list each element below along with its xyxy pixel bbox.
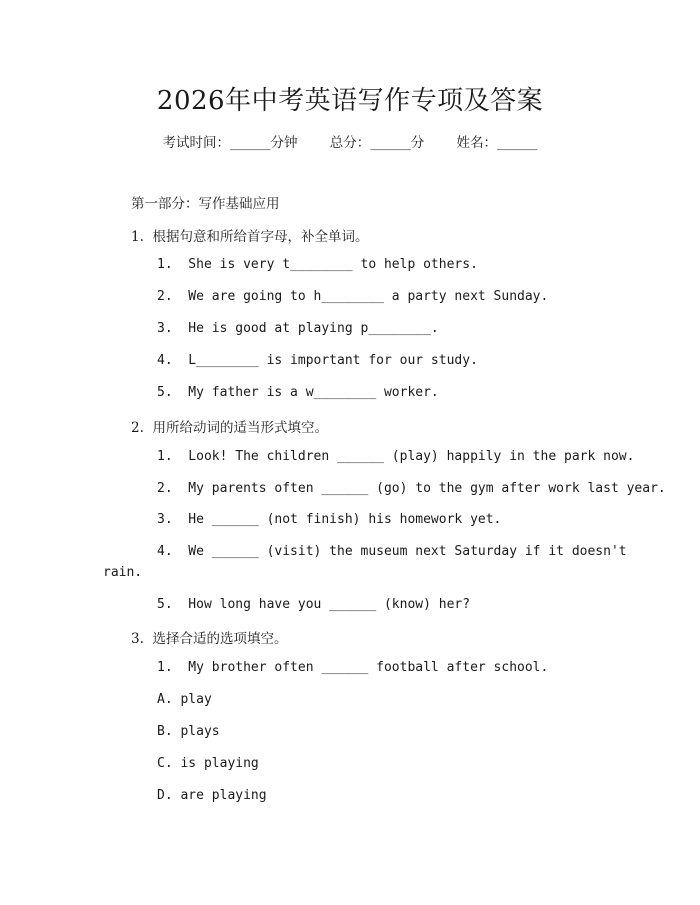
question-item: 4. L________ is important for our study. [157, 353, 478, 368]
question-item: 3. He is good at playing p________. [157, 321, 439, 336]
question-item: 4. We ______ (visit) the museum next Saturday if it doesn't [157, 544, 627, 559]
question-item: 1. My brother often ______ football after school. [157, 660, 549, 675]
page-title: 2026年中考英语写作专项及答案 [156, 86, 544, 116]
question-label-3: 3. 选择合适的选项填空。 [131, 631, 288, 647]
question-item: 5. My father is a w________ worker. [157, 385, 439, 400]
exam-score: 总分：______分 [329, 135, 425, 151]
question-label-2: 2. 用所给动词的适当形式填空。 [131, 420, 328, 436]
option-c: C. is playing [157, 756, 259, 771]
exam-time: 考试时间：______分钟 [162, 135, 298, 151]
question-item: 1. Look! The children ______ (play) happily in the park now. [157, 449, 635, 464]
option-b: B. plays [157, 724, 220, 739]
option-a: A. play [157, 692, 212, 707]
question-item: 2. My parents often ______ (go) to the gym after work last year. [157, 481, 666, 496]
option-d: D. are playing [157, 788, 267, 803]
question-item: 2. We are going to h________ a party next Sunday. [157, 289, 549, 304]
question-item: 5. How long have you ______ (know) her? [157, 597, 471, 612]
question-item: 1. She is very t________ to help others. [157, 257, 478, 272]
exam-meta [0, 131, 700, 151]
part-heading: 第一部分：写作基础应用 [131, 196, 280, 212]
student-name: 姓名：______ [456, 135, 538, 151]
question-item-continuation: rain. [103, 565, 143, 580]
question-label-1: 1. 根据句意和所给首字母，补全单词。 [131, 229, 369, 245]
question-item: 3. He ______ (not finish) his homework yet. [157, 512, 502, 527]
